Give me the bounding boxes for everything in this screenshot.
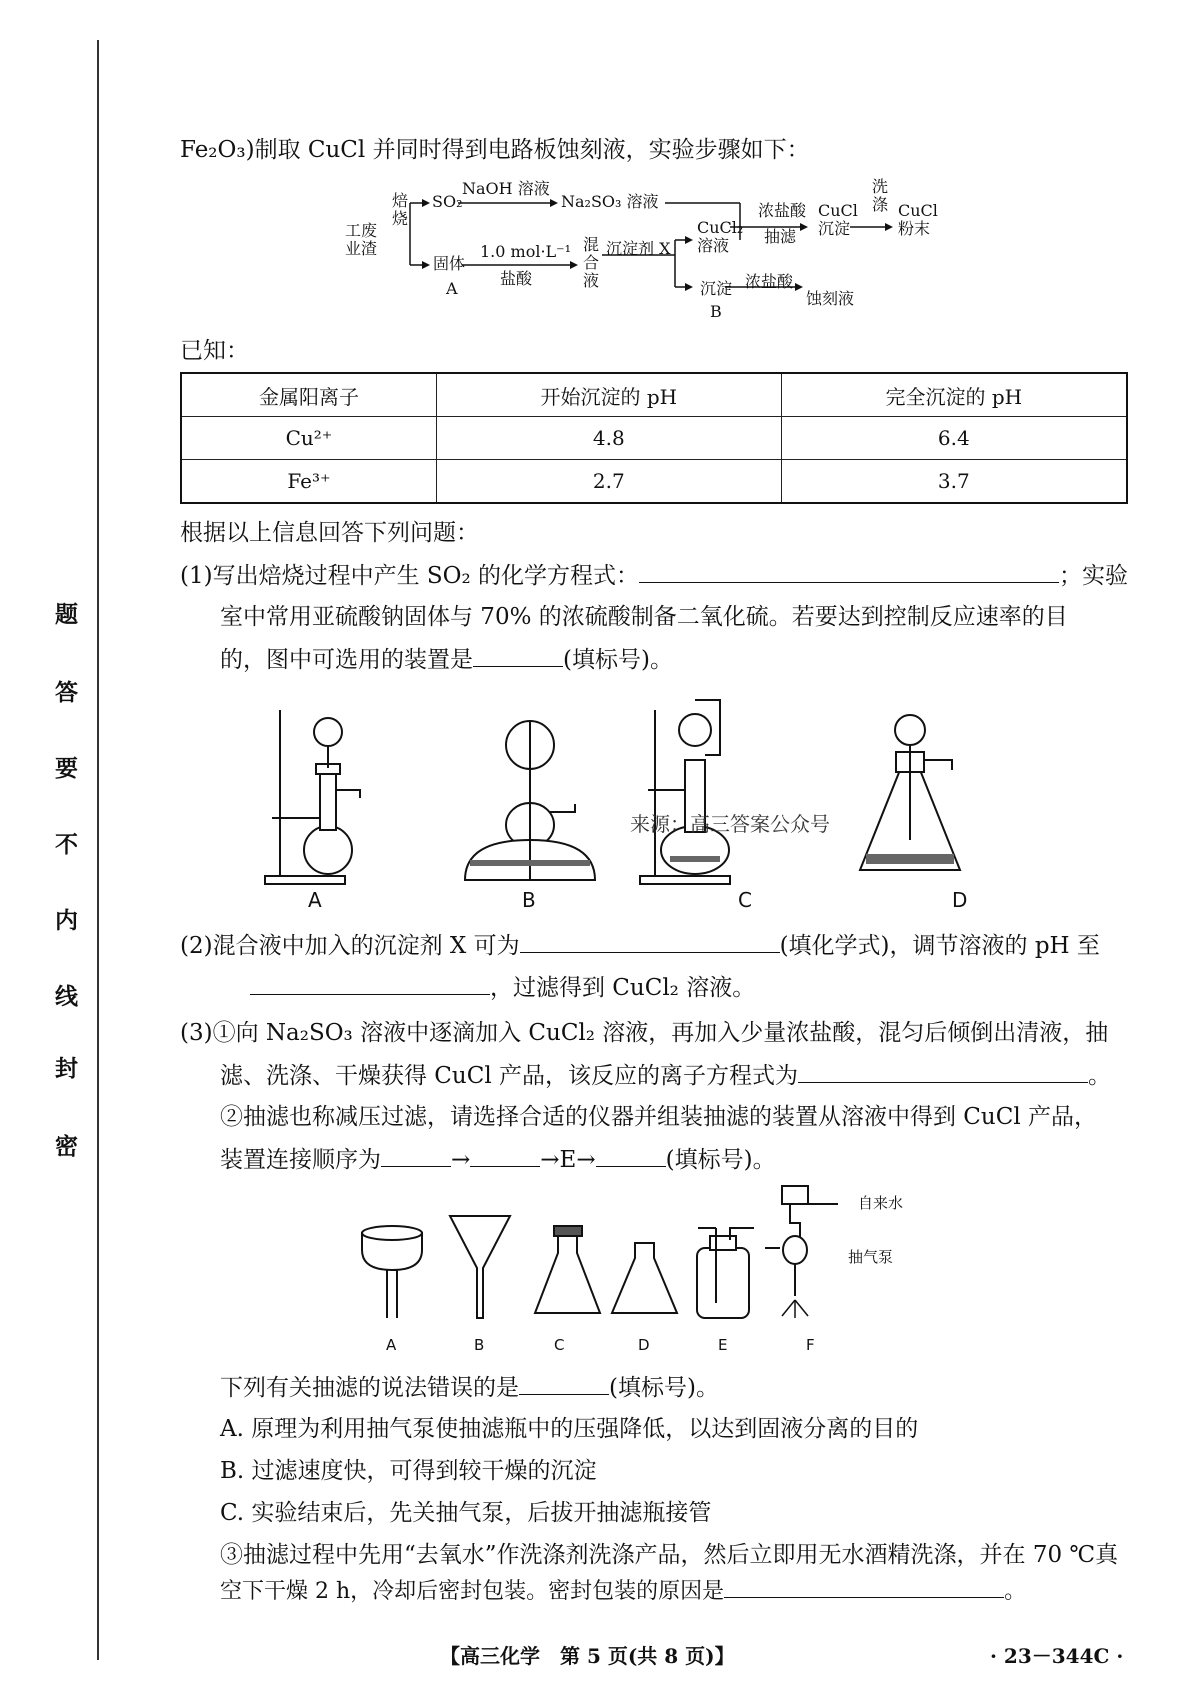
- q3-text: 。: [1088, 1063, 1111, 1089]
- flow-start: 工废 业渣: [345, 221, 378, 258]
- questions-intro: 根据以上信息回答下列问题：: [180, 520, 479, 546]
- apparatus-label-c: C: [738, 888, 752, 912]
- flow-arrowhead: [800, 223, 808, 231]
- page-footer-code: · 23－344C ·: [990, 1644, 1124, 1668]
- spray-marks: [782, 1300, 808, 1318]
- margin-char: 封: [55, 1055, 78, 1082]
- flow-conc-hcl-2: 浓盐酸: [745, 272, 794, 291]
- binding-line: [97, 40, 99, 1660]
- q3b-stem: [220, 1372, 719, 1403]
- apparatus-label-d: D: [952, 888, 968, 912]
- margin-char: 题: [55, 601, 78, 628]
- q1-line1: [180, 560, 1128, 591]
- q3-text: 滤、洗涤、干燥获得 CuCl 产品，该反应的离子方程式为: [220, 1063, 798, 1089]
- flow-label-b: B: [710, 302, 722, 321]
- flow-arrowhead: [422, 261, 430, 269]
- suction-flask-c-drawing: [535, 1226, 600, 1313]
- q1-text: (填标号)。: [563, 647, 673, 673]
- conical-flask-d-drawing: [612, 1243, 677, 1313]
- table-header: 完全沉淀的 pH: [781, 373, 1127, 417]
- spray-mark: [795, 1300, 808, 1316]
- filtration-apparatus-figure: [350, 1178, 910, 1328]
- margin-char: 密: [55, 1133, 78, 1160]
- option-c: C. 实验结束后，先关抽气泵，后拔开抽滤瓶接管: [220, 1500, 712, 1526]
- q1-line2: 室中常用亚硫酸钠固体与 70% 的浓硫酸制备二氧化硫。若要达到控制反应速率的目: [220, 604, 1068, 630]
- q3-line1: (3)①向 Na₂SO₃ 溶液中逐滴加入 CuCl₂ 溶液，再加入少量浓盐酸，混匀后倾倒出清液，抽: [180, 1020, 1109, 1046]
- q3-text: 装置连接顺序为: [220, 1147, 381, 1173]
- answer-blank[interactable]: [639, 560, 1059, 583]
- answer-blank[interactable]: [470, 1144, 540, 1167]
- apparatus2-label-e: E: [718, 1336, 728, 1354]
- page-footer-center: 【高三化学 第 5 页(共 8 页)】: [440, 1644, 735, 1668]
- table-cell: Cu²⁺: [181, 417, 436, 460]
- flow-cucl-ppt: CuCl 沉淀: [818, 201, 858, 238]
- q3-line2: [220, 1060, 1111, 1091]
- water-aspirator-drawing: [765, 1186, 838, 1296]
- flow-arrowhead: [422, 199, 430, 207]
- flow-arrowhead: [685, 236, 693, 244]
- q2-text: (2)混合液中加入的沉淀剂 X 可为: [180, 933, 520, 959]
- flow-cucl2: CuCl₂ 溶液: [697, 218, 744, 255]
- liquid-fill: [470, 860, 590, 866]
- aspirator-label: 抽气泵: [848, 1248, 894, 1266]
- apparatus-label-a: A: [308, 888, 322, 912]
- flow-arrowhead: [795, 283, 803, 291]
- flow-cucl-powder: CuCl 粉末: [898, 201, 938, 238]
- liquid-fill: [866, 854, 954, 864]
- q1-text: ；实验: [1059, 563, 1129, 589]
- q3-line4: [220, 1144, 776, 1175]
- flow-naoh: NaOH 溶液: [462, 179, 550, 198]
- table-cell: 4.8: [436, 417, 781, 460]
- flow-suction: 抽滤: [764, 227, 797, 246]
- apparatus2-label-d: D: [638, 1336, 650, 1354]
- q2-line1: [180, 930, 1100, 961]
- flow-so2: SO₂: [432, 192, 463, 211]
- q1-line3: [220, 644, 673, 675]
- intro-text: Fe₂O₃)制取 CuCl 并同时得到电路板蚀刻液，实验步骤如下：: [180, 137, 810, 163]
- flow-ppt-b: 沉淀: [700, 279, 733, 298]
- option-b: B. 过滤速度快，可得到较干燥的沉淀: [220, 1458, 597, 1484]
- q1-text: 的，图中可选用的装置是: [220, 647, 473, 673]
- table-row: [181, 417, 1127, 460]
- flow-arrowhead: [685, 283, 693, 291]
- flow-label-a: A: [446, 279, 458, 298]
- margin-char: 答: [55, 679, 78, 706]
- margin-char: 线: [55, 983, 78, 1010]
- table-row: [181, 460, 1127, 504]
- q3b-line3: ③抽滤过程中先用“去氧水”作洗涤剂洗涤产品，然后立即用无水酒精洗涤，并在 70 ℃真: [220, 1542, 1119, 1568]
- q3b-text: 下列有关抽滤的说法错误的是: [220, 1375, 519, 1401]
- flow-na2so3: Na₂SO₃ 溶液: [561, 192, 659, 211]
- q3-text: (填标号)。: [665, 1147, 776, 1173]
- table-cell: 6.4: [781, 417, 1127, 460]
- apparatus2-label-b: B: [474, 1336, 485, 1354]
- q3b-line4: [220, 1575, 1026, 1607]
- glass-funnel-drawing: [450, 1216, 510, 1318]
- answer-blank[interactable]: [596, 1144, 666, 1167]
- answer-blank[interactable]: [250, 972, 490, 995]
- answer-blank[interactable]: [473, 644, 563, 667]
- known-label: 已知：: [180, 338, 249, 364]
- flow-hcl: 盐酸: [500, 269, 533, 288]
- q2-line2: [250, 972, 755, 1003]
- flow-conc-hcl-1: 浓盐酸: [758, 201, 807, 220]
- option-a: A. 原理为利用抽气泵使抽滤瓶中的压强降低，以达到固液分离的目的: [220, 1416, 919, 1442]
- apparatus-d-drawing: [860, 715, 960, 870]
- apparatus-label-b: B: [522, 888, 536, 912]
- liquid-fill: [670, 856, 720, 862]
- apparatus-a-drawing: [265, 710, 360, 884]
- ph-table: [180, 372, 1128, 504]
- apparatus-b-drawing: [465, 720, 595, 880]
- q3-line3: ②抽滤也称减压过滤，请选择合适的仪器并组装抽滤的装置从溶液中得到 CuCl 产品，: [220, 1104, 1097, 1130]
- apparatus2-label-a: A: [386, 1336, 397, 1354]
- gas-apparatus-figure: [260, 690, 1040, 890]
- buchner-funnel-drawing: [362, 1226, 422, 1318]
- flow-solid-a: 固体: [433, 254, 466, 273]
- flow-arrowhead: [570, 261, 578, 269]
- flow-etch: 蚀刻液: [806, 289, 855, 308]
- spray-mark: [782, 1300, 795, 1316]
- flow-wash: 洗 涤: [872, 177, 889, 214]
- margin-char: 不: [55, 831, 78, 858]
- answer-blank[interactable]: [724, 1575, 1004, 1598]
- flow-agent-x: 沉淀剂 X: [606, 239, 671, 258]
- apparatus2-label-c: C: [554, 1336, 565, 1354]
- table-header-row: [181, 373, 1127, 417]
- margin-char: 内: [55, 907, 78, 934]
- flow-arrowhead: [550, 199, 558, 207]
- flow-mix: 混 合 液: [583, 235, 600, 290]
- apparatus2-label-f: F: [806, 1336, 815, 1354]
- flow-hcl-conc: 1.0 mol·L⁻¹: [480, 242, 572, 261]
- answer-blank[interactable]: [520, 930, 780, 953]
- answer-blank[interactable]: [381, 1144, 451, 1167]
- table-header: 开始沉淀的 pH: [436, 373, 781, 417]
- table-cell: 2.7: [436, 460, 781, 504]
- gas-washing-bottle-drawing: [697, 1228, 754, 1318]
- q3b-text: 空下干燥 2 h，冷却后密封包装。密封包装的原因是: [220, 1579, 725, 1604]
- q1-text: (1)写出焙烧过程中产生 SO₂ 的化学方程式：: [180, 563, 640, 589]
- table-cell: 3.7: [781, 460, 1127, 504]
- q2-text: (填化学式)，调节溶液的 pH 至: [779, 933, 1100, 959]
- table-cell: Fe³⁺: [181, 460, 436, 504]
- watermark-text: 来源：高三答案公众号: [630, 812, 830, 836]
- answer-blank[interactable]: [798, 1060, 1088, 1083]
- flow-roast: 焙 烧: [392, 191, 409, 228]
- q3-arrow: →: [451, 1147, 471, 1173]
- q3b-text: (填标号)。: [609, 1375, 719, 1401]
- q3-text: →E→: [540, 1147, 596, 1173]
- margin-char: 要: [55, 755, 78, 782]
- table-header: 金属阳离子: [181, 373, 436, 417]
- q3b-text: 。: [1004, 1579, 1027, 1604]
- flow-arrowhead: [885, 223, 893, 231]
- answer-blank[interactable]: [519, 1372, 609, 1395]
- tap-water-label: 自来水: [858, 1194, 904, 1212]
- q2-text: ，过滤得到 CuCl₂ 溶液。: [490, 975, 756, 1001]
